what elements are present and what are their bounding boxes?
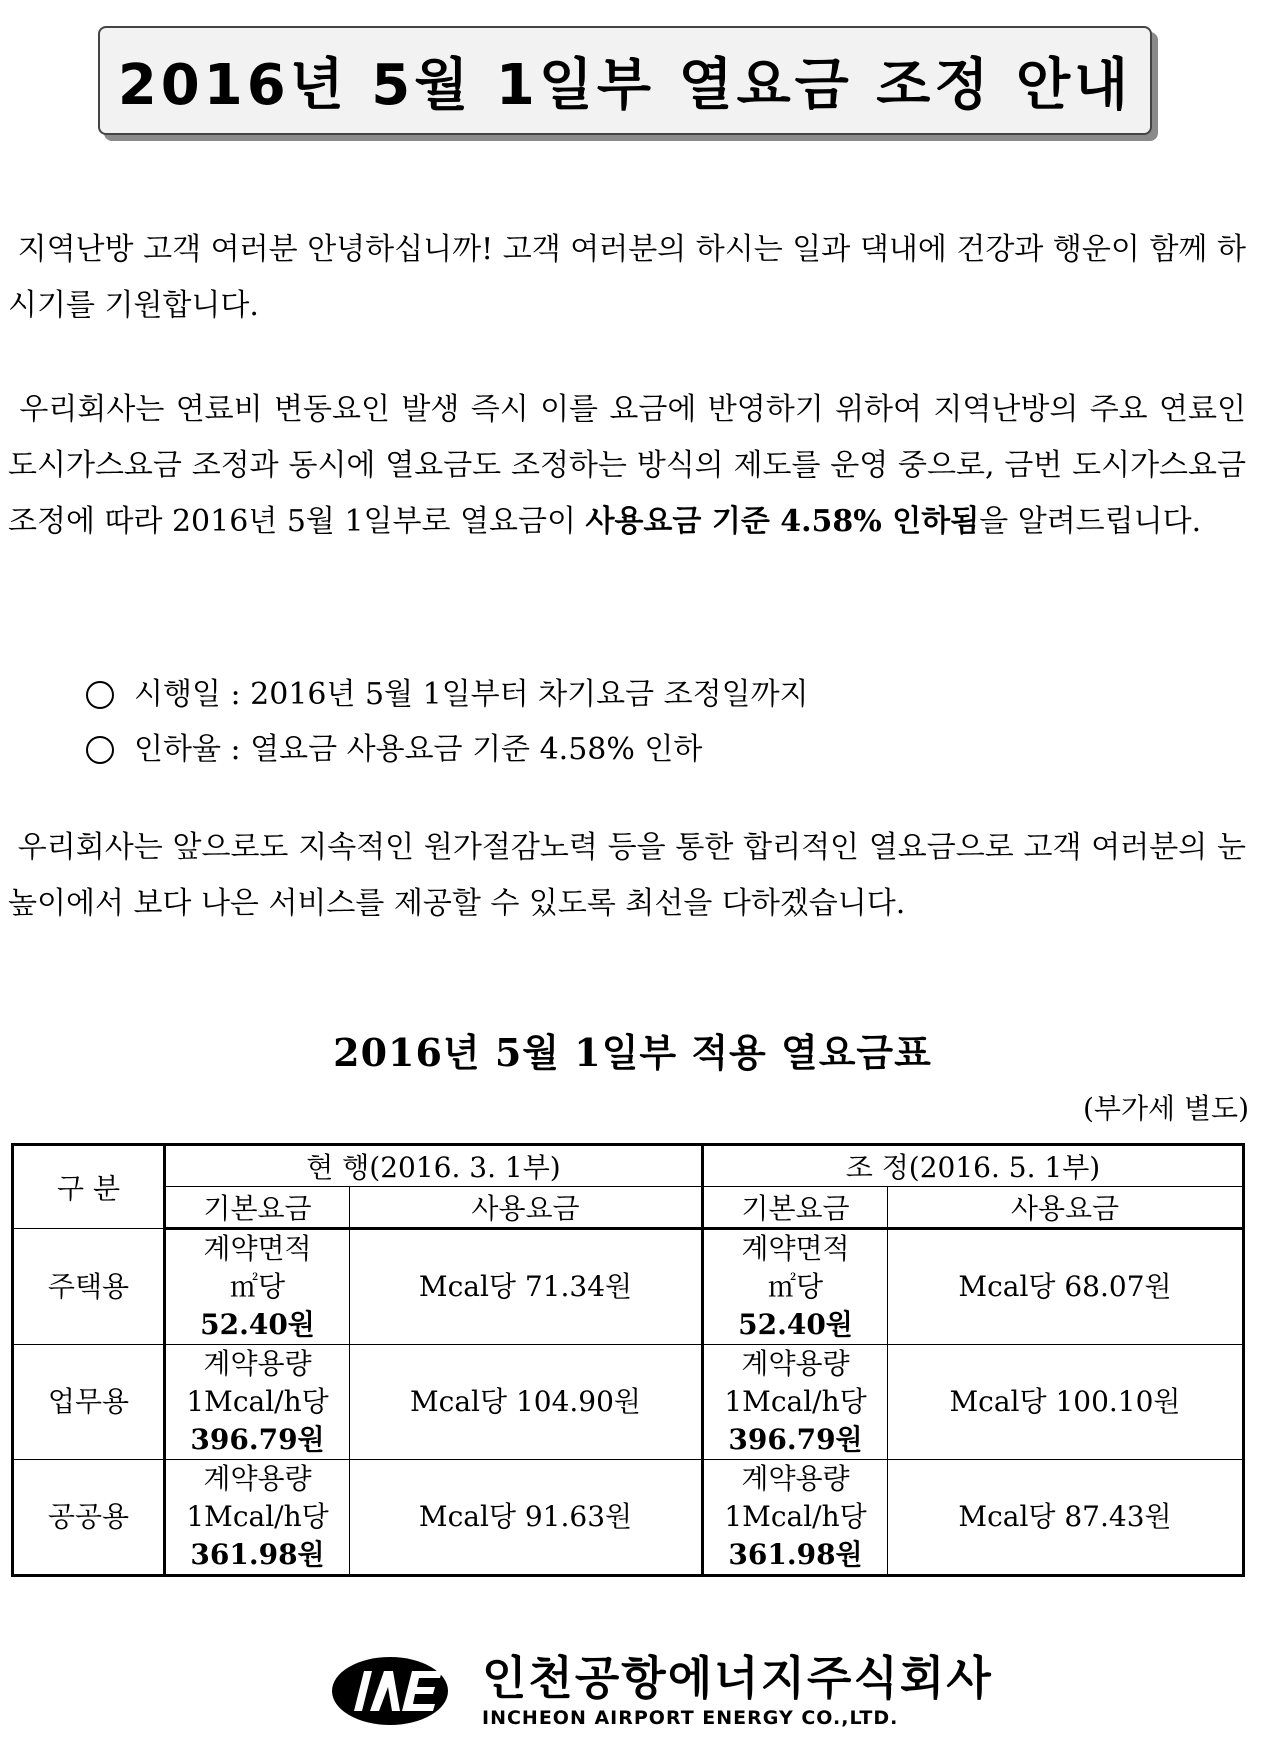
header-current: 현 행(2016. 3. 1부) <box>165 1145 703 1187</box>
bullet-separator: : <box>220 732 251 767</box>
row-category: 주택용 <box>13 1229 165 1345</box>
vat-note: (부가세 별도) <box>1083 1092 1249 1125</box>
iae-logo-icon <box>330 1655 460 1727</box>
table-row <box>13 1345 1244 1460</box>
circle-bullet-icon <box>86 736 114 764</box>
basic-fee-value: 52.40원 <box>200 1308 315 1341</box>
header-current-usage: 사용요금 <box>350 1187 703 1229</box>
current-basic-cell <box>165 1460 350 1576</box>
basic-fee-type: 계약용량 <box>741 1462 850 1495</box>
basic-fee-type: 계약면적 <box>741 1232 850 1265</box>
bullet-label: 시행일 <box>134 677 221 712</box>
current-usage-cell: Mcal당 71.34원 <box>350 1229 703 1345</box>
table-title: 2016년 5월 1일부 적용 열요금표 <box>333 1030 932 1075</box>
basic-fee-type: 계약면적 <box>203 1232 312 1265</box>
basic-fee-type: 계약용량 <box>203 1462 312 1495</box>
notice-paragraph <box>8 382 1246 550</box>
row-category: 업무용 <box>13 1345 165 1460</box>
company-name-block <box>482 1653 993 1729</box>
company-footer <box>330 1646 993 1736</box>
basic-fee-value: 396.79원 <box>190 1423 325 1456</box>
basic-fee-type: 계약용량 <box>741 1347 850 1380</box>
row-category: 공공용 <box>13 1460 165 1576</box>
header-current-basic: 기본요금 <box>165 1187 350 1229</box>
notice-text-end: 을 알려드립니다. <box>979 504 1202 539</box>
greeting-text: 지역난방 고객 여러분 안녕하십니까! 고객 여러분의 하시는 일과 댁내에 건강과 행운이 함께 하시기를 기원합니다. <box>8 232 1246 323</box>
adjusted-basic-cell <box>703 1345 888 1460</box>
bullet-effective-date <box>86 667 809 723</box>
header-adjusted: 조 정(2016. 5. 1부) <box>703 1145 1244 1187</box>
company-name: 인천공항에너지주식회사 <box>482 1651 993 1705</box>
adjusted-usage-cell: Mcal당 68.07원 <box>888 1229 1244 1345</box>
basic-fee-value: 361.98원 <box>190 1538 325 1571</box>
bullet-text: 열요금 사용요금 기준 4.58% 인하 <box>250 732 703 767</box>
header-category: 구 분 <box>13 1145 165 1229</box>
heat-rate-table <box>11 1143 1245 1577</box>
greeting-paragraph <box>8 222 1246 334</box>
notice-text: 우리회사는 연료비 변동요인 발생 즉시 이를 요금에 반영하기 위하여 지역난방의 주요 연료인 도시가스요금 조정과 동시에 열요금도 조정하는 방식의 제도를 운영 중으로, 금번 도시가스요금 조정에 따라 2016년 5월 1일부로 열요금이 <box>8 392 1246 539</box>
adjusted-usage-cell: Mcal당 87.43원 <box>888 1460 1244 1576</box>
bullet-separator: : <box>220 677 251 712</box>
current-usage-cell: Mcal당 104.90원 <box>350 1345 703 1460</box>
current-basic-cell <box>165 1345 350 1460</box>
current-basic-cell <box>165 1229 350 1345</box>
adjusted-basic-cell <box>703 1460 888 1576</box>
circle-bullet-icon <box>86 681 114 709</box>
basic-fee-unit: 1Mcal/h당 <box>186 1500 329 1533</box>
header-adjusted-usage: 사용요금 <box>888 1187 1244 1229</box>
basic-fee-unit: ㎡당 <box>229 1270 286 1303</box>
closing-text: 우리회사는 앞으로도 지속적인 원가절감노력 등을 통한 합리적인 열요금으로 고객 여러분의 눈높이에서 보다 나은 서비스를 제공할 수 있도록 최선을 다하겠습니다. <box>8 830 1246 921</box>
bullet-label: 인하율 <box>134 732 221 767</box>
closing-paragraph <box>8 820 1246 932</box>
table-row <box>13 1460 1244 1576</box>
basic-fee-type: 계약용량 <box>203 1347 312 1380</box>
basic-fee-unit: 1Mcal/h당 <box>724 1500 867 1533</box>
current-usage-cell: Mcal당 91.63원 <box>350 1460 703 1576</box>
basic-fee-value: 52.40원 <box>738 1308 853 1341</box>
bullet-text: 2016년 5월 1일부터 차기요금 조정일까지 <box>250 677 809 712</box>
basic-fee-value: 361.98원 <box>728 1538 863 1571</box>
basic-fee-unit: 1Mcal/h당 <box>186 1385 329 1418</box>
header-adjusted-basic: 기본요금 <box>703 1187 888 1229</box>
bullet-reduction-rate <box>86 722 702 778</box>
basic-fee-unit: ㎡당 <box>767 1270 824 1303</box>
table-row <box>13 1229 1244 1345</box>
basic-fee-value: 396.79원 <box>728 1423 863 1456</box>
notice-highlight: 사용요금 기준 4.58% 인하됨 <box>585 504 980 539</box>
adjusted-basic-cell <box>703 1229 888 1345</box>
basic-fee-unit: 1Mcal/h당 <box>724 1385 867 1418</box>
company-name-english: INCHEON AIRPORT ENERGY CO.,LTD. <box>482 1707 899 1729</box>
title-box <box>98 26 1152 135</box>
page-title: 2016년 5월 1일부 열요금 조정 안내 <box>117 52 1133 118</box>
adjusted-usage-cell: Mcal당 100.10원 <box>888 1345 1244 1460</box>
